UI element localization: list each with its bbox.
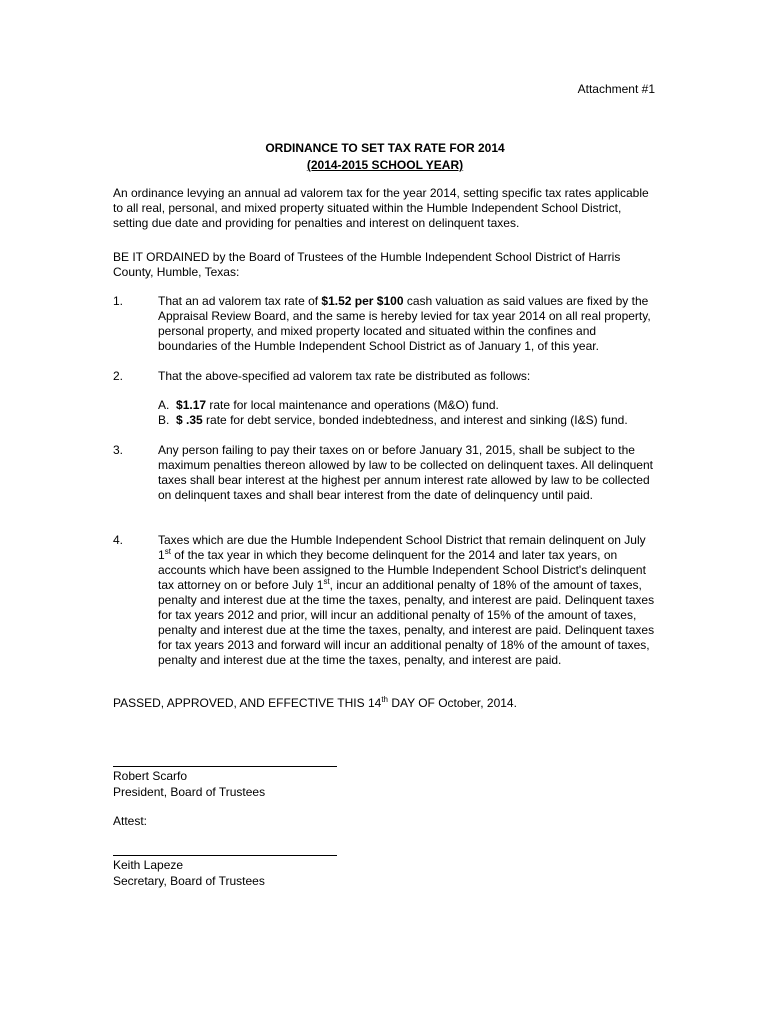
secretary-signature-line (113, 855, 337, 856)
secretary-title: Secretary, Board of Trustees (113, 874, 265, 888)
passed-pre: PASSED, APPROVED, AND EFFECTIVE THIS 14 (113, 696, 382, 710)
item-4-number: 4. (113, 533, 124, 547)
passed-sup: th (381, 695, 388, 704)
ordinance-subtitle: (2014-2015 SCHOOL YEAR) (306, 158, 464, 172)
attest-label: Attest: (113, 814, 148, 828)
item-2a-text: rate for local maintenance and operations (M&O) fund. (206, 398, 499, 412)
president-signature-line (113, 766, 337, 767)
item-1-post: cash valuation as said values are fixed by the Appraisal Review Board, and the same is hereby levied for tax year 2014 on all real property, personal property, and mixed property located and situated within the confines and boundaries of the Humble Independent School District as of January 1, of this year. (158, 294, 651, 353)
passed-statement (113, 696, 658, 711)
secretary-name: Keith Lapeze (113, 858, 184, 872)
item-1-number: 1. (113, 294, 124, 308)
item-4-part3: , incur an additional penalty of 18% of the amount of taxes, penalty and interest due at the time the taxes, penalty, and interest are paid. Delinquent taxes for tax years 2012 and prior, will incur an additional penalty of 15% of the amount of taxes, penalty and interest due at the time the taxes, penalty, and interest are paid. Delinquent taxes for tax years 2013 and forward will incur an additional penalty of 18% of the amount of taxes, penalty and interest due at the time the taxes, penalty, and interest are paid. (158, 578, 655, 667)
item-4-sup2: st (323, 577, 330, 586)
item-2b-text: rate for debt service, bonded indebtedness, and interest and sinking (I&S) fund. (202, 413, 628, 427)
item-2b-label: B. (158, 413, 170, 427)
ordinance-title: ORDINANCE TO SET TAX RATE FOR 2014 (265, 141, 505, 155)
item-4-text (158, 533, 658, 668)
tax-rate-total: $1.52 per $100 (321, 294, 404, 308)
item-4-sup1: st (164, 547, 171, 556)
item-2b (158, 413, 678, 428)
item-1-pre: That an ad valorem tax rate of (158, 294, 322, 308)
item-3-text: Any person failing to pay their taxes on or before January 31, 2015, shall be subject to the maximum penalties thereon allowed by law to be collected on delinquent taxes. All delinquent taxes shall bear interest at the highest per annum interest rate allowed by law to be collected on delinquent taxes and shall bear interest from the date of delinquency until paid. (158, 443, 653, 502)
item-1-text (158, 294, 658, 354)
attachment-label: Attachment #1 (577, 82, 655, 96)
item-4-part2: of the tax year in which they become delinquent for the 2014 and later tax years, on accounts which have been assigned to the Humble Independent School District's delinquent tax attorney on or before July 1 (158, 548, 646, 592)
item-4-part1: Taxes which are due the Humble Independent School District that remain delinquent on July 1 (158, 533, 646, 562)
item-2-number: 2. (113, 369, 124, 383)
passed-post: DAY OF October, 2014. (387, 696, 517, 710)
ordained-paragraph: BE IT ORDAINED by the Board of Trustees of the Humble Independent School District of Harris County, Humble, Texas: (113, 250, 621, 279)
item-2a-label: A. (158, 398, 170, 412)
is-rate: $ .35 (176, 413, 203, 427)
item-2a (158, 398, 678, 413)
mo-rate: $1.17 (176, 398, 207, 412)
item-2-text: That the above-specified ad valorem tax rate be distributed as follows: (158, 369, 531, 383)
president-title: President, Board of Trustees (113, 785, 266, 799)
intro-paragraph: An ordinance levying an annual ad valorem tax for the year 2014, setting specific tax rates applicable to all real, personal, and mixed property situated within the Humble Independent School District, setting due date and providing for penalties and interest on delinquent taxes. (113, 186, 649, 230)
president-name: Robert Scarfo (113, 769, 188, 783)
item-3-number: 3. (113, 443, 124, 457)
